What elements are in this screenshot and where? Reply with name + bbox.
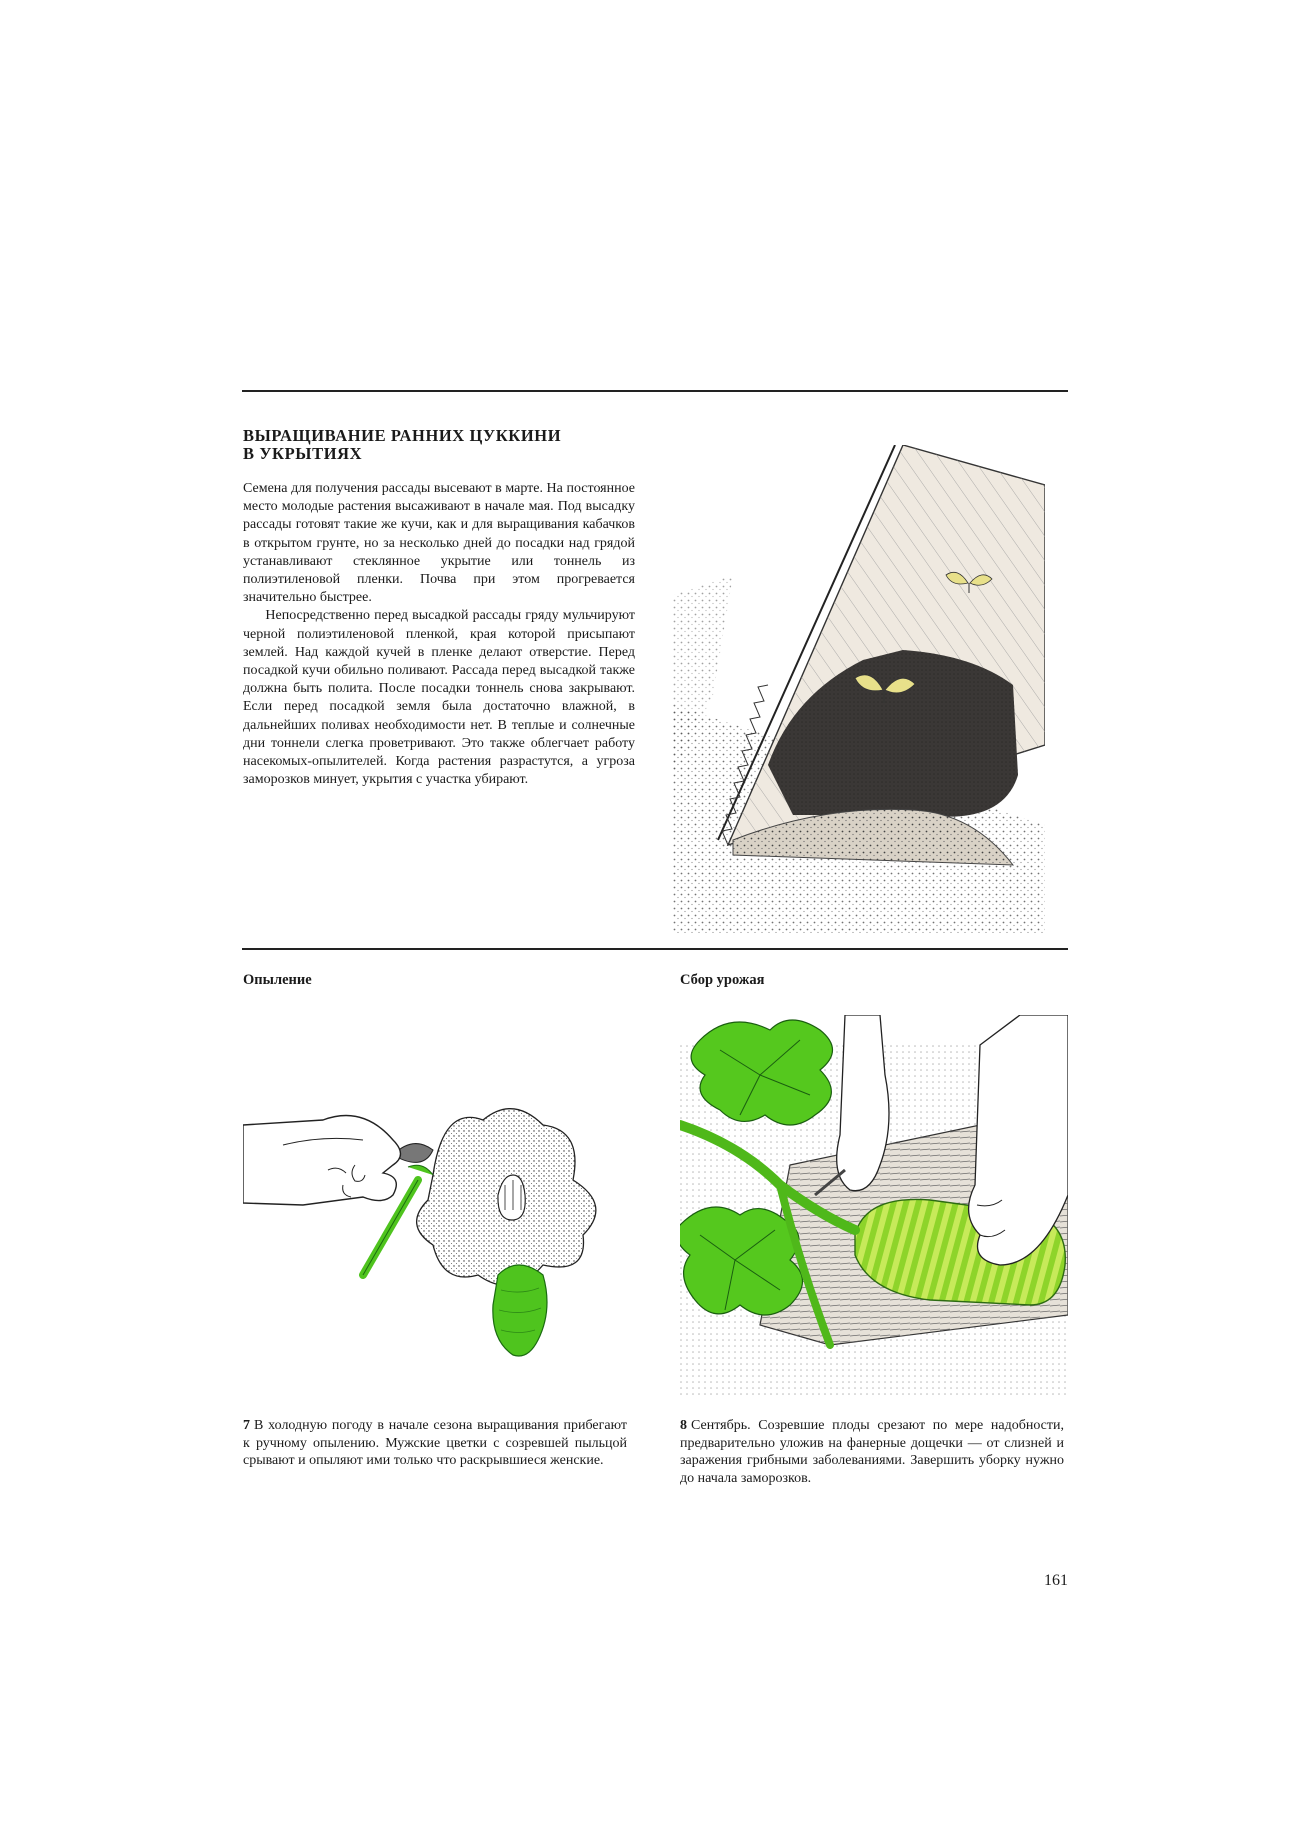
- page-number: 161: [1044, 1572, 1068, 1589]
- section-heading: [243, 427, 623, 463]
- intro-paragraph-2: Непосредственно перед высадкой рассады гряду мульчируют черной полиэтиленовой пленкой, края которой присыпают землей. Над каждой кучей в пленке делают отверстие. Перед посадкой кучи обильно поливают. Рассада перед высадкой также должна быть полита. После посадки тоннель снова закрывают. Если перед посадкой земля была достаточно влажной, в дальнейших поливах необходимости нет. В теплые и солнечные дни тоннели слегка проветривают. Это также облегчает работу насекомых-опылителей. Когда растения разрастутся, а угроза заморозков минует, укрытия с участка убирают.: [243, 608, 635, 788]
- middle-rule: [242, 948, 1068, 950]
- top-rule: [242, 390, 1068, 392]
- harvest-illustration: [680, 1015, 1068, 1395]
- harvest-caption-text: Сентябрь. Созревшие плоды срезают по мере надобности, предварительно уложив на фанерные дощечки — от слизней и заражения грибными заболеваниями. Завершить уборку нужно до начала заморозков.: [680, 1418, 1064, 1486]
- pollination-subtitle: Опыление: [243, 972, 312, 988]
- pollination-caption: [243, 1417, 627, 1470]
- intro-text: [243, 480, 635, 789]
- pollination-drawing: [243, 1085, 643, 1360]
- harvest-drawing: [680, 1015, 1068, 1395]
- section-title-line1: ВЫРАЩИВАНИЕ РАННИХ ЦУККИНИ: [243, 426, 562, 445]
- pollination-caption-text: В холодную погоду в начале сезона выращивания прибегают к ручному опылению. Мужские цветки с созревшей пыльцой срывают и опыляют ими только что раскрывшиеся женские.: [243, 1418, 627, 1468]
- intro-paragraph-1: Семена для получения рассады высевают в марте. На постоянное место молодые растения высаживают в начале мая. Под высадку рассады готовят такие же кучи, как и для выращивания кабачков в открытом грунте, но за несколько дней до посадки над грядой устанавливают стеклянное укрытие или тоннель из полиэтиленовой пленки. Почва при этом прогревается значительно быстрее.: [243, 481, 635, 606]
- pollination-caption-number: 7: [243, 1418, 250, 1433]
- pollination-illustration: [243, 1085, 643, 1360]
- harvest-subtitle: Сбор урожая: [680, 972, 765, 988]
- section-title-line2: В УКРЫТИЯХ: [243, 444, 363, 463]
- tunnel-illustration: [673, 445, 1045, 933]
- harvest-caption: [680, 1417, 1064, 1487]
- tunnel-drawing: [673, 445, 1045, 933]
- harvest-caption-number: 8: [680, 1418, 687, 1433]
